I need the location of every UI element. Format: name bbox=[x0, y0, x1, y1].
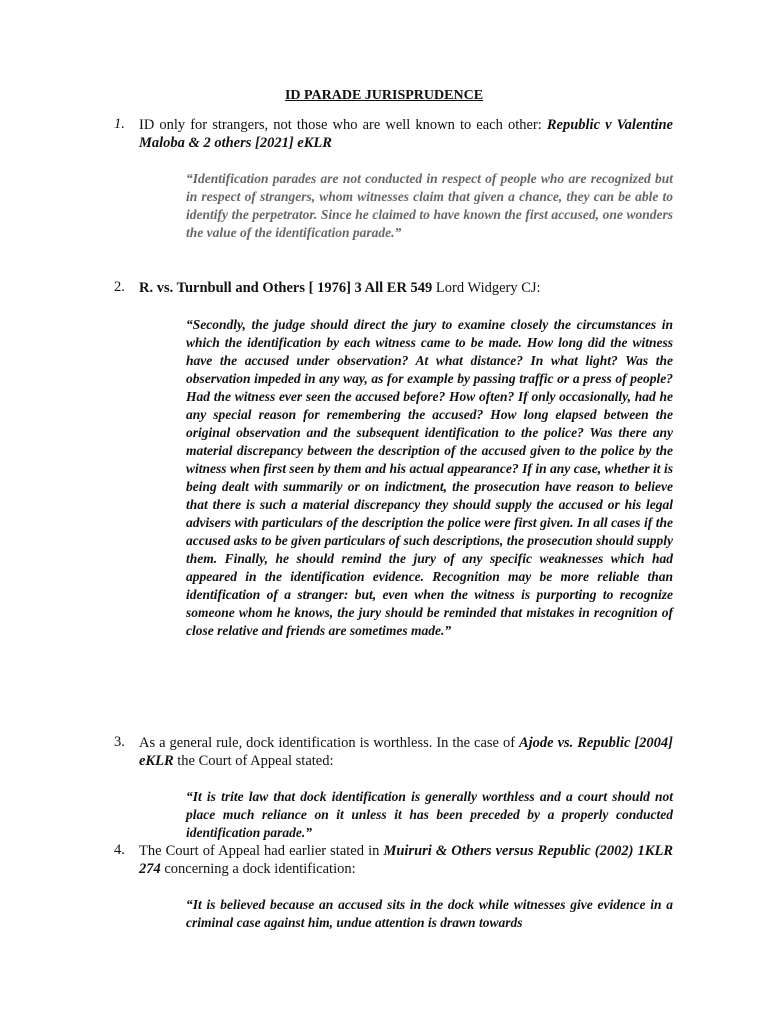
case-citation: Republic v Valentine Maloba & 2 others [2021] eKLR bbox=[139, 117, 673, 151]
case-quote: “Secondly, the judge should direct the jury to examine closely the circumstances in which the identification by each witness came to be made. How long did the witness have the accused under observation? At what distance? In what light? Was the observation impeded in any way, as for example by passing traffic or a press of people? Had the witness ever seen the accused before? How often? If only occasionally, had he any special reason for remembering the accused? How long elapsed between the original observation and the subsequent identification to the police? Was there any material discrepancy between the description of the accused given to the police by the witness when first seen by them and his actual appearance? If in any case, whether it is being dealt with summarily or on indictment, the prosecution have reason to believe that there is such a material discrepancy they should supply the accused or his legal advisers with particulars of the description the police were first given. In all cases if the accused asks to be given particulars of such descriptions, the prosecution should supply them. Finally, he should remind the jury of any specific weaknesses which had appeared in the identification evidence. Recognition may be more reliable than identification of a stranger: but, even when the witness is purporting to recognize someone whom he knows, the jury should be reminded that mistakes in recognition of close relative and friends are sometimes made.” bbox=[186, 317, 673, 638]
item-text bbox=[139, 279, 673, 297]
item-number: 3. bbox=[114, 734, 125, 750]
item-text-before: As a general rule, dock identification is worthless. In the case of bbox=[139, 735, 519, 751]
item-text-before: The Court of Appeal had earlier stated in bbox=[139, 843, 384, 859]
case-quote: “Identification parades are not conducted in respect of people who are recognized but in respect of strangers, whom witnesses claim that given a chance, they can be able to identify the perpetrator. Since he claimed to have known the first accused, one wonders the value of the identification parade.” bbox=[186, 171, 673, 240]
item-text bbox=[139, 734, 673, 770]
document-title: ID PARADE JURISPRUDENCE bbox=[284, 88, 484, 103]
item-text bbox=[139, 116, 673, 152]
case-citation: Muiruri & Others versus Republic (2002) 1KLR 274 bbox=[139, 843, 673, 877]
case-citation: Ajode vs. Republic [2004] eKLR bbox=[139, 735, 673, 769]
item-number: 2. bbox=[114, 279, 125, 295]
case-quote: “It is trite law that dock identification is generally worthless and a court should not place much reliance on it unless it has been preceded by a properly conducted identification parade.” bbox=[186, 789, 673, 840]
item-number: 4. bbox=[114, 842, 125, 858]
item-text-after: Lord Widgery CJ: bbox=[432, 280, 541, 296]
item-text-after: the Court of Appeal stated: bbox=[173, 753, 334, 769]
item-text-after: concerning a dock identification: bbox=[160, 861, 356, 877]
case-citation: R. vs. Turnbull and Others [ 1976] 3 All ER 549 bbox=[139, 280, 433, 296]
case-quote: “It is believed because an accused sits in the dock while witnesses give evidence in a criminal case against him, undue attention is drawn towards bbox=[186, 897, 673, 930]
item-number: 1. bbox=[114, 116, 125, 132]
item-text bbox=[139, 842, 673, 878]
item-text-before: ID only for strangers, not those who are well known to each other: bbox=[139, 117, 547, 133]
